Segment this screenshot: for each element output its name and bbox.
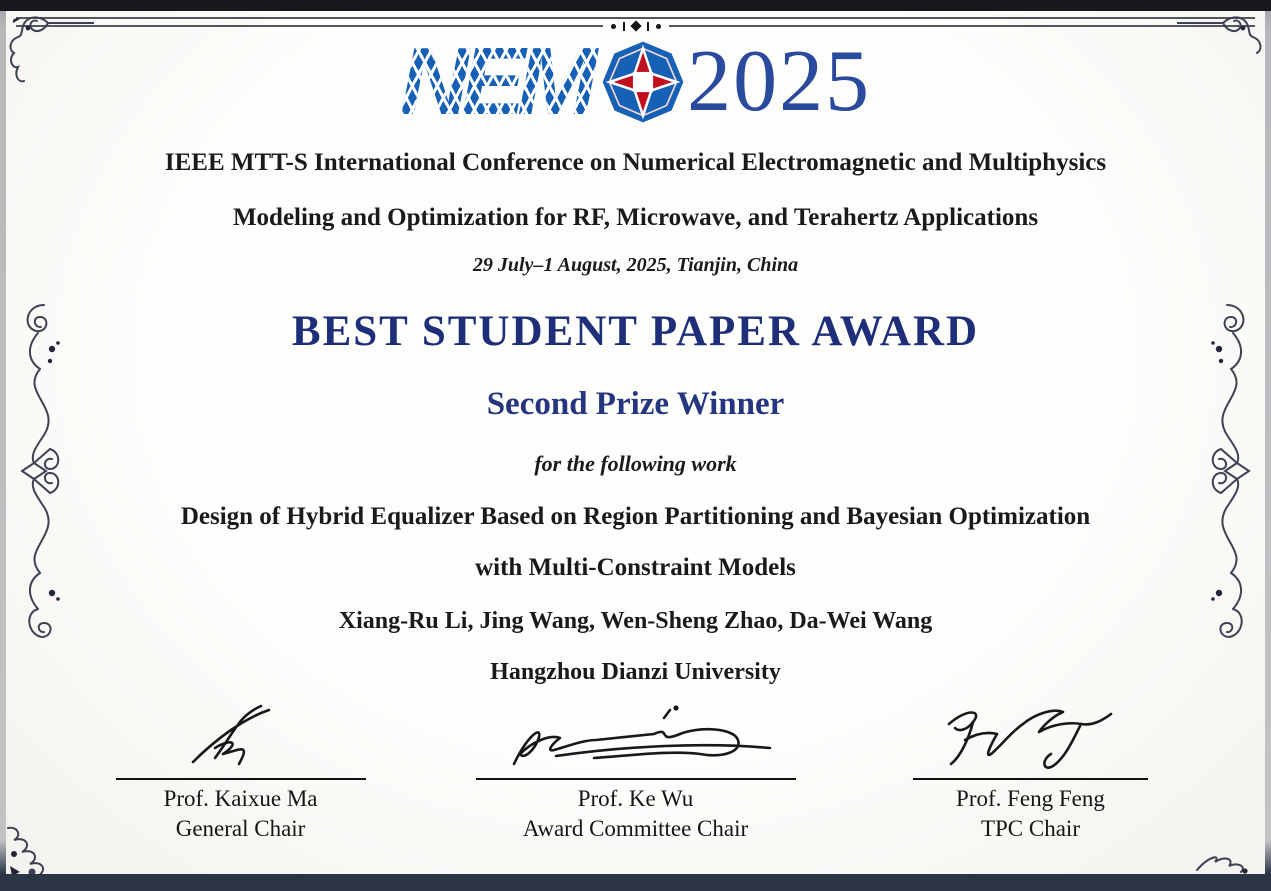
conference-title-line2: Modeling and Optimization for RF, Microwave, and Terahertz Applications: [232, 204, 1039, 231]
signature-line: [116, 778, 366, 780]
signatory-role: Award Committee Chair: [522, 816, 749, 841]
top-border-ornament: [603, 19, 669, 33]
paper-affiliation: Hangzhou Dianzi University: [490, 659, 781, 685]
nemo-logo-year: 2025: [687, 33, 872, 130]
signatory-name: Prof. Kaixue Ma: [163, 786, 318, 811]
side-flourish-right-icon: [1197, 303, 1261, 639]
paper-title-line1: Design of Hybrid Equalizer Based on Region Partitioning and Bayesian Optimization: [180, 503, 1091, 530]
prize-title: Second Prize Winner: [486, 386, 785, 422]
signatory-name: Prof. Ke Wu: [577, 786, 694, 811]
corner-flourish-top-left-icon: [8, 15, 94, 85]
signatory-role: General Chair: [175, 816, 306, 841]
signature-row: [46, 698, 1225, 842]
signature-block-general-chair: [46, 698, 435, 842]
nemo-logo: [6, 28, 1265, 135]
conference-date: 29 July–1 August, 2025, Tianjin, China: [472, 254, 799, 276]
signature-line: [476, 778, 796, 780]
conference-title-line1: IEEE MTT-S International Conference on Numerical Electromagnetic and Multiphysics: [164, 149, 1107, 176]
award-intro: for the following work: [534, 451, 737, 476]
corner-flourish-bottom-right-icon: [1195, 844, 1259, 874]
paper-authors: Xiang-Ru Li, Jing Wang, Wen-Sheng Zhao, Da-Wei Wang: [338, 608, 933, 634]
corner-flourish-bottom-left-icon: [6, 810, 76, 874]
nemo-logo-letters: NEM: [400, 34, 599, 130]
signature-block-award-committee-chair: [441, 698, 830, 842]
top-border-rule: [16, 17, 1255, 27]
signature-line: [913, 778, 1148, 780]
signature-block-tpc-chair: [836, 698, 1225, 842]
signature-feng-feng-icon: [925, 698, 1135, 776]
nemo-emblem-icon: [601, 40, 685, 124]
certificate-paper: [6, 11, 1265, 874]
award-title: BEST STUDENT PAPER AWARD: [291, 308, 980, 355]
paper-title-line2: with Multi-Constraint Models: [475, 554, 796, 581]
signature-ke-wu-icon: [486, 698, 786, 776]
signatory-name: Prof. Feng Feng: [956, 786, 1105, 811]
corner-flourish-top-right-icon: [1177, 15, 1263, 85]
side-flourish-left-icon: [10, 303, 74, 639]
signatory-role: TPC Chair: [980, 816, 1080, 841]
signature-kaixue-ma-icon: [181, 698, 301, 776]
